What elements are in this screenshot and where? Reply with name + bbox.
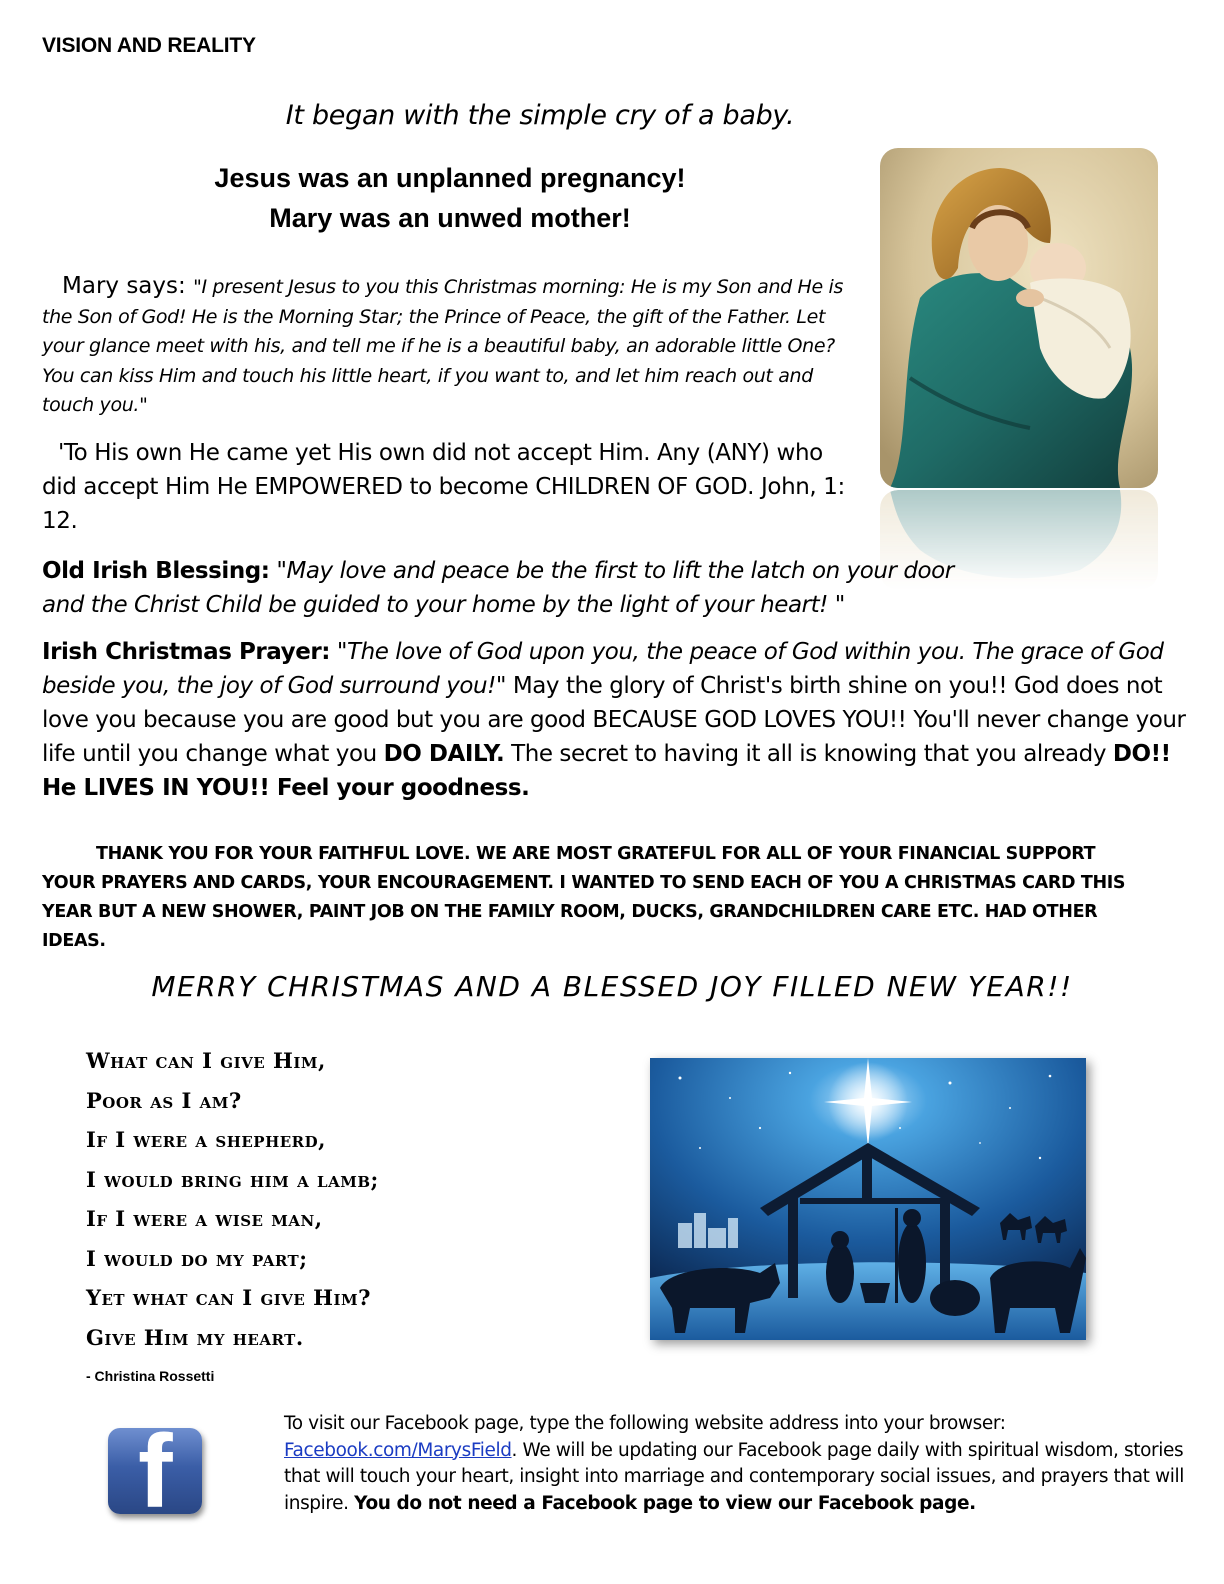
headline-line-1: Jesus was an unplanned pregnancy! (214, 163, 686, 193)
poem (86, 1046, 506, 1362)
facebook-icon-letter: f (138, 1428, 173, 1514)
poem-line: Yet what can I give Him? (86, 1285, 371, 1310)
facebook-bold-note: You do not need a Facebook page to view our Facebook page. (354, 1492, 976, 1514)
john-quote: 'To His own He came yet His own did not accept Him. Any (ANY) who did accept Him He EMPOWERED to become CHILDREN OF GOD. John, 1: 12. (42, 440, 845, 534)
facebook-paragraph (284, 1411, 1184, 1517)
poem-line: If I were a shepherd, (86, 1127, 326, 1152)
facebook-link[interactable]: Facebook.com/MarysField (284, 1439, 512, 1461)
irish-prayer-text-2: The secret to having it all is knowing that you already (504, 741, 1113, 767)
thank-you-text: THANK YOU FOR YOUR FAITHFUL LOVE. WE ARE MOST GRATEFUL FOR ALL OF YOUR FINANCIAL SUPPORT YOUR PRAYERS AND CARDS, YOUR ENCOURAGEMENT. I WANTED TO SEND EACH OF YOU A CHRISTMAS CARD THIS YEAR BUT A NEW SHOWER, PAINT JOB ON THE FAMILY ROOM, DUCKS, GRANDCHILDREN CARE ETC. HAD OTHER IDEAS. (42, 844, 1126, 951)
irish-prayer-label: Irish Christmas Prayer: (42, 639, 330, 665)
irish-blessing-text: "May love and peace be the first to lift the latch on your door and the Christ Child be guided to your home by the light of your heart! " (42, 558, 954, 618)
poem-line: What can I give Him, (86, 1048, 326, 1073)
mary-says-paragraph (42, 272, 857, 421)
irish-prayer-bold-2: DO!! He LIVES IN YOU!! Feel your goodness. (42, 741, 1171, 801)
irish-blessing-paragraph (42, 554, 982, 622)
poem-line: Poor as I am? (86, 1087, 242, 1113)
mary-says-lead: Mary says: (62, 273, 194, 299)
headline-line-2: Mary was an unwed mother! (269, 203, 631, 233)
tagline: It began with the simple cry of a baby. (285, 100, 795, 131)
irish-blessing-label: Old Irish Blessing: (42, 558, 270, 584)
poem-author: - Christina Rossetti (86, 1368, 215, 1384)
irish-prayer-text-1: May the glory of Christ's birth shine on you!! God does not love you because you are good but you are good BECAUSE GOD LOVES YOU!! You'll never change your life until you change what you (42, 673, 1186, 767)
poem-line: I would do my part; (86, 1245, 308, 1271)
headline (60, 158, 840, 238)
facebook-icon[interactable] (108, 1428, 202, 1514)
facebook-intro: To visit our Facebook page, type the following website address into your browser: (284, 1413, 1006, 1434)
nativity-image (650, 1058, 1086, 1340)
poem-line: If I were a wise man, (86, 1206, 323, 1231)
madonna-image (880, 148, 1158, 488)
poem-line: I would bring him a lamb; (86, 1166, 379, 1192)
irish-prayer-quote: "The love of God upon you, the peace of God within you. The grace of God beside you, the joy of God surround you!" (42, 639, 1164, 699)
john-quote-paragraph (42, 436, 862, 538)
poem-line: Give Him my heart. (86, 1324, 304, 1350)
page-title: VISION AND REALITY (42, 34, 256, 57)
irish-prayer-bold-1: DO DAILY. (383, 741, 505, 767)
mary-says-quote: "I present Jesus to you this Christmas morning: He is my Son and He is the Son of God! He is the Morning Star; the Prince of Peace, the gift of the Father. Let your glance meet with his, and tell me if he is a beautiful baby, an adorable little One? You can kiss Him and touch his little heart, if you want to, and let him reach out and touch you." (42, 276, 843, 416)
facebook-body: . We will be updating our Facebook page daily with spiritual wisdom, stories that will touch your heart, insight into marriage and contemporary social issues, and prayers that will inspire. (284, 1439, 1184, 1514)
irish-prayer-paragraph (42, 635, 1192, 805)
thank-you-paragraph (42, 840, 1152, 956)
merry-christmas-banner: MERRY CHRISTMAS AND A BLESSED JOY FILLED NEW YEAR!! (151, 970, 1073, 1003)
